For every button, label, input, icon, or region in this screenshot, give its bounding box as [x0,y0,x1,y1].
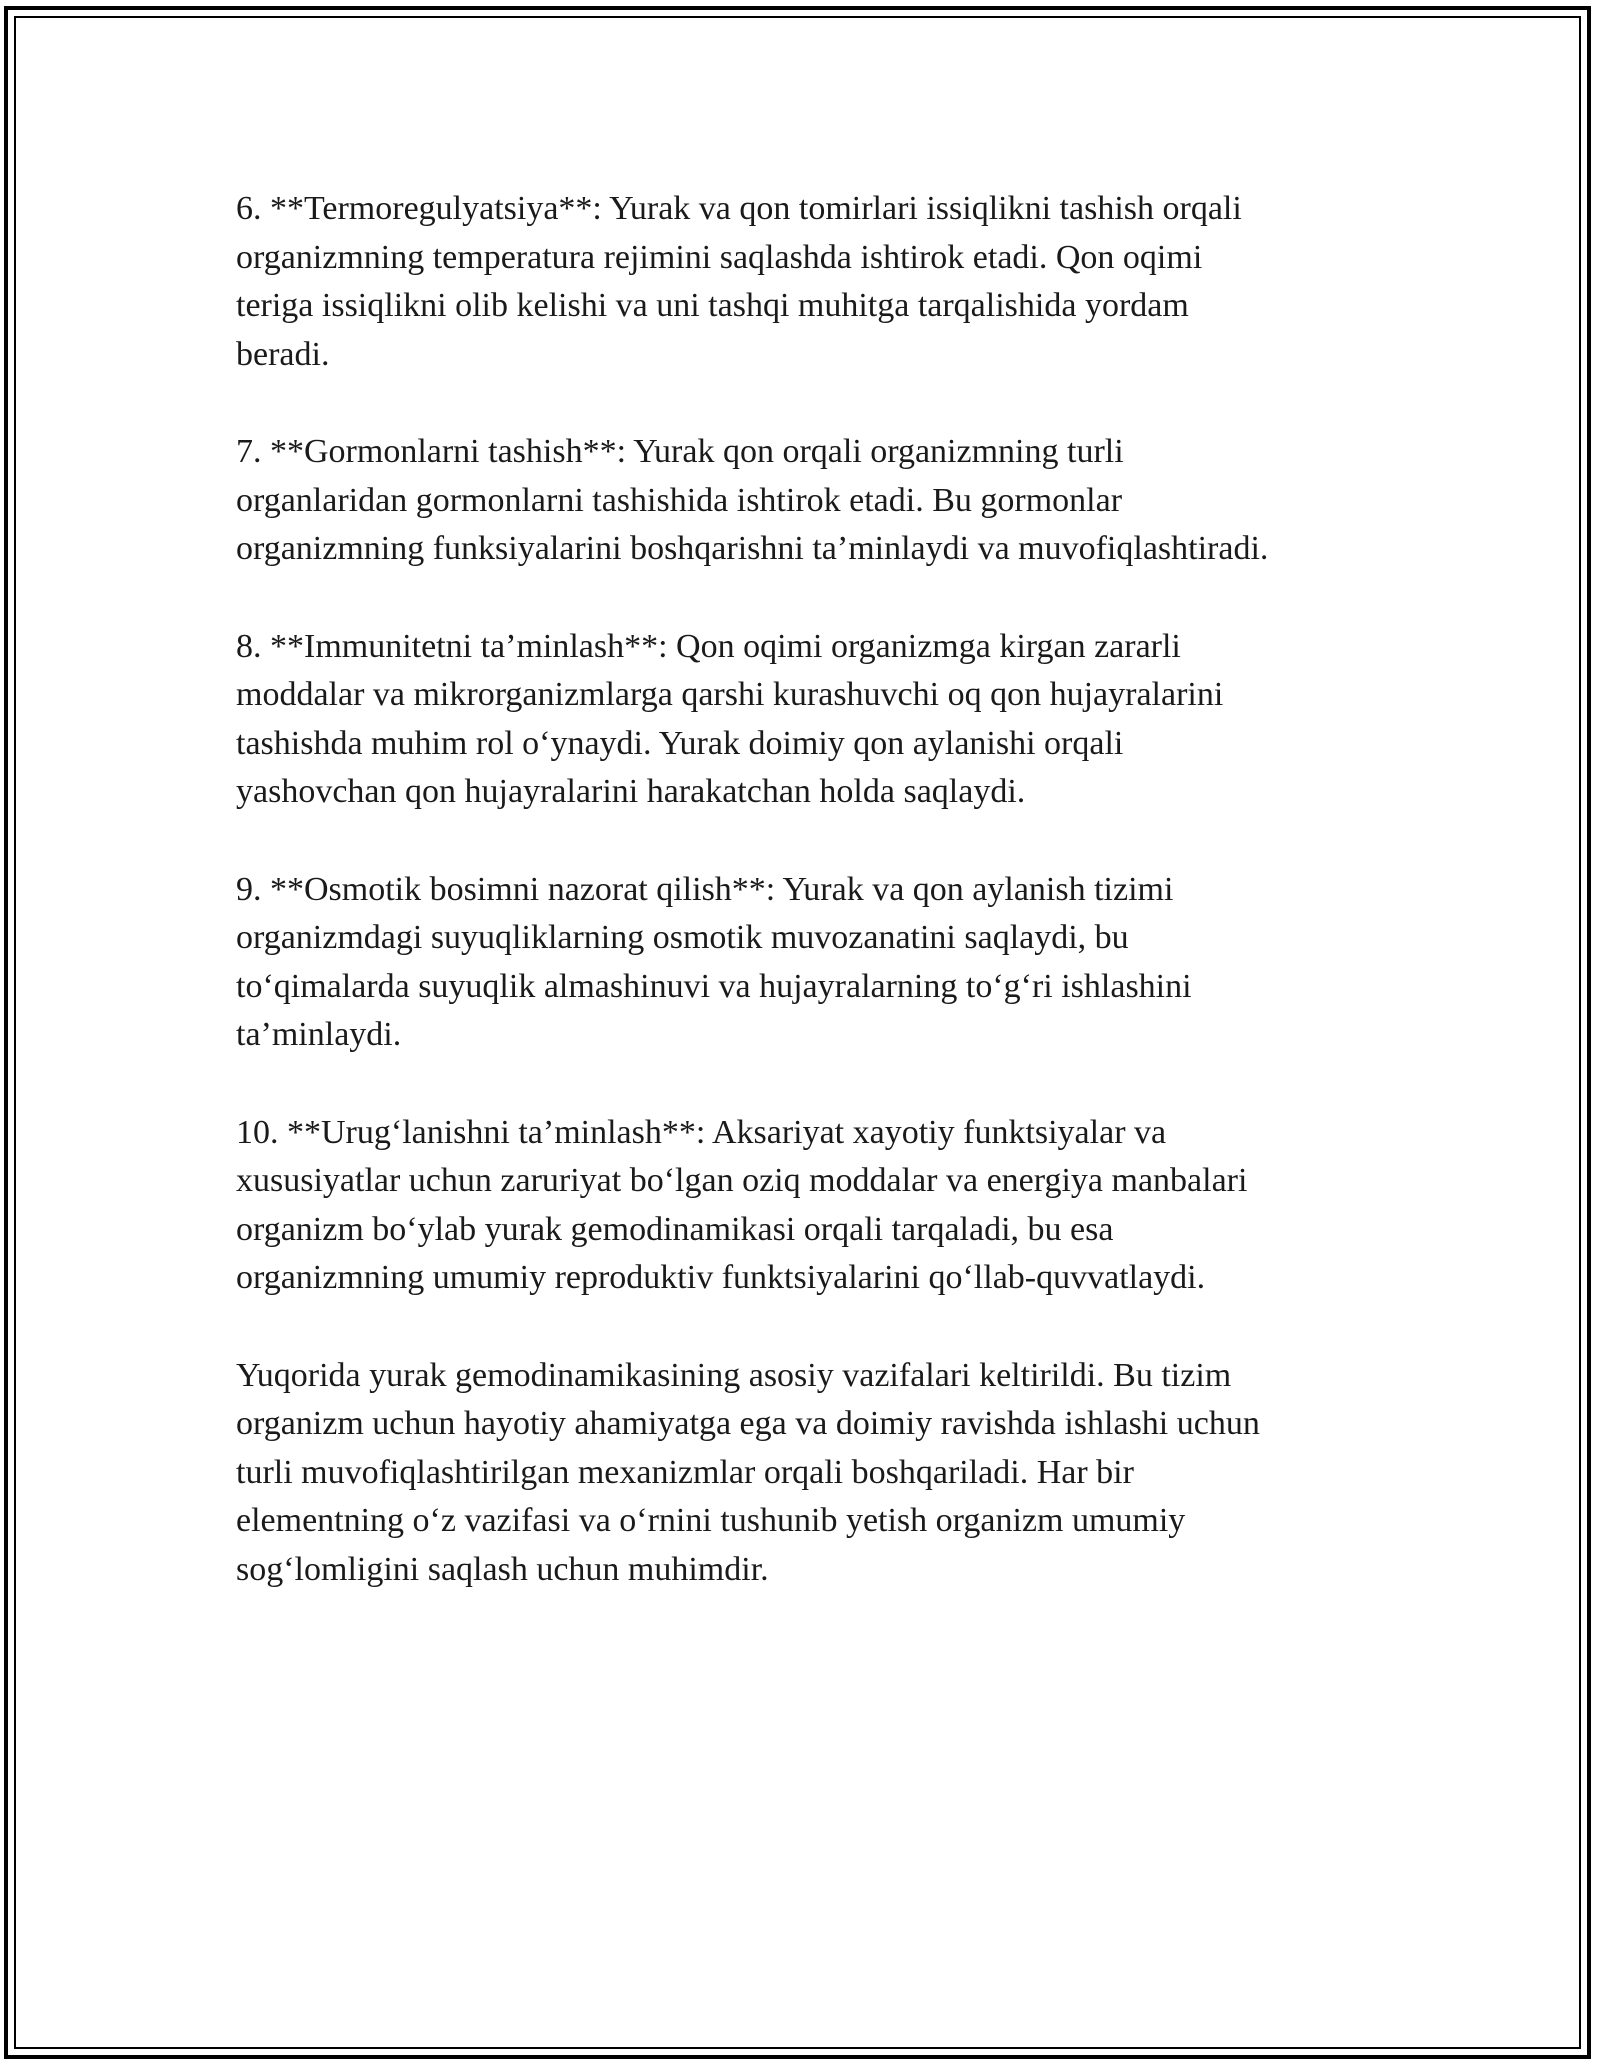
text-line: ta’minlaydi. [236,1016,402,1053]
text-line: organizm bo‘ylab yurak gemodinamikasi orqali tarqaladi, bu esa [236,1210,1114,1248]
paragraph-fertilization [236,1109,1376,1303]
paragraph-conclusion [236,1352,1376,1595]
text-line: organizmning umumiy reproduktiv funktsiyalarini qo‘llab-quvvatlaydi. [236,1259,1206,1296]
text-line: organlaridan gormonlarni tashishida ishtirok etadi. Bu gormonlar [236,481,1123,519]
text-line: to‘qimalarda suyuqlik almashinuvi va hujayralarning to‘g‘ri ishlashini [236,967,1192,1005]
paragraph-thermoregulation [236,185,1376,379]
text-line: 6. **Termoregulyatsiya**: Yurak va qon tomirlari issiqlikni tashish orqali [236,190,1242,227]
text-line: organizm uchun hayotiy ahamiyatga ega va doimiy ravishda ishlashi uchun [236,1405,1260,1442]
text-line: 7. **Gormonlarni tashish**: Yurak qon orqali organizmning turli [236,433,1124,470]
text-line: teriga issiqlikni olib kelishi va uni tashqi muhitga tarqalishida yordam [236,287,1189,324]
paragraph-osmotic-pressure [236,866,1376,1060]
text-line: turli muvofiqlashtirilgan mexanizmlar orqali boshqariladi. Har bir [236,1453,1134,1491]
text-line: organizmdagi suyuqliklarning osmotik muvozanatini saqlaydi, bu [236,919,1129,956]
text-line: xususiyatlar uchun zaruriyat bo‘lgan oziq moddalar va energiya manbalari [236,1162,1248,1199]
paragraph-immunity [236,623,1376,817]
text-line: 9. **Osmotik bosimni nazorat qilish**: Yurak va qon aylanish tizimi [236,870,1174,908]
text-line: 8. **Immunitetni ta’minlash**: Qon oqimi organizmga kirgan zararli [236,627,1181,665]
text-line: elementning o‘z vazifasi va o‘rnini tushunib yetish organizm umumiy [236,1502,1186,1539]
paragraph-hormone-transport [236,428,1376,574]
text-line: yashovchan qon hujayralarini harakatchan holda saqlaydi. [236,773,1026,810]
text-line: tashishda muhim rol o‘ynaydi. Yurak doimiy qon aylanishi orqali [236,724,1124,762]
text-line: Yuqorida yurak gemodinamikasining asosiy vazifalari keltirildi. Bu tizim [236,1356,1232,1394]
text-line: sog‘lomligini saqlash uchun muhimdir. [236,1550,769,1588]
text-line: organizmning temperatura rejimini saqlashda ishtirok etadi. Qon oqimi [236,238,1203,276]
text-line: organizmning funksiyalarini boshqarishni ta’minlaydi va muvofiqlashtiradi. [236,530,1269,567]
text-line: moddalar va mikrorganizmlarga qarshi kurashuvchi oq qon hujayralarini [236,676,1224,713]
text-line: 10. **Urug‘lanishni ta’minlash**: Aksariyat xayotiy funktsiyalar va [236,1113,1167,1151]
text-line: beradi. [236,335,330,373]
document-body [236,185,1376,1643]
